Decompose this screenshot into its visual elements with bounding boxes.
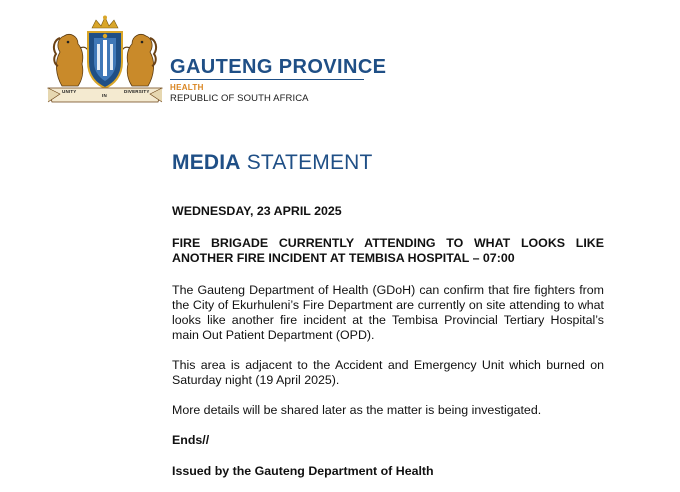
crest-motto-word: IN (102, 93, 107, 98)
title-light: STATEMENT (246, 151, 373, 174)
crest-motto-word: UNITY (62, 89, 77, 94)
organisation-name: GAUTENG PROVINCE (170, 56, 387, 78)
statement-ends: Ends// (172, 433, 210, 447)
issued-by: Issued by the Gauteng Department of Health (172, 464, 434, 478)
crest-motto-word: DIVERSITY (124, 89, 150, 94)
statement-date: WEDNESDAY, 23 APRIL 2025 (172, 204, 342, 218)
statement-body (172, 204, 604, 479)
statement-paragraph: More details will be shared later as the matter is being investigated. (172, 403, 542, 417)
department-name: HEALTH (170, 83, 204, 92)
coat-of-arms-icon (44, 14, 166, 108)
statement-paragraph: The Gauteng Department of Health (GDoH) can confirm that fire fighters from the City of Ekurhuleni’s Fire Department are currently on site attending to what looks like another fire incident at the Tembisa Provincial Tertiary Hospital’s main Out Patient Department (OPD). (172, 283, 604, 342)
letterhead (44, 14, 644, 114)
title-underline (170, 79, 364, 80)
statement-headline: FIRE BRIGADE CURRENTLY ATTENDING TO WHAT LOOKS LIKE ANOTHER FIRE INCIDENT AT TEMBISA HOSPITAL – 07:00 (172, 236, 604, 265)
document-title (172, 151, 373, 175)
country-name: REPUBLIC OF SOUTH AFRICA (170, 93, 309, 104)
organisation-block (170, 56, 386, 105)
title-strong: MEDIA (172, 151, 241, 174)
statement-paragraph: This area is adjacent to the Accident and Emergency Unit which burned on Saturday night (19 April 2025). (172, 358, 604, 387)
